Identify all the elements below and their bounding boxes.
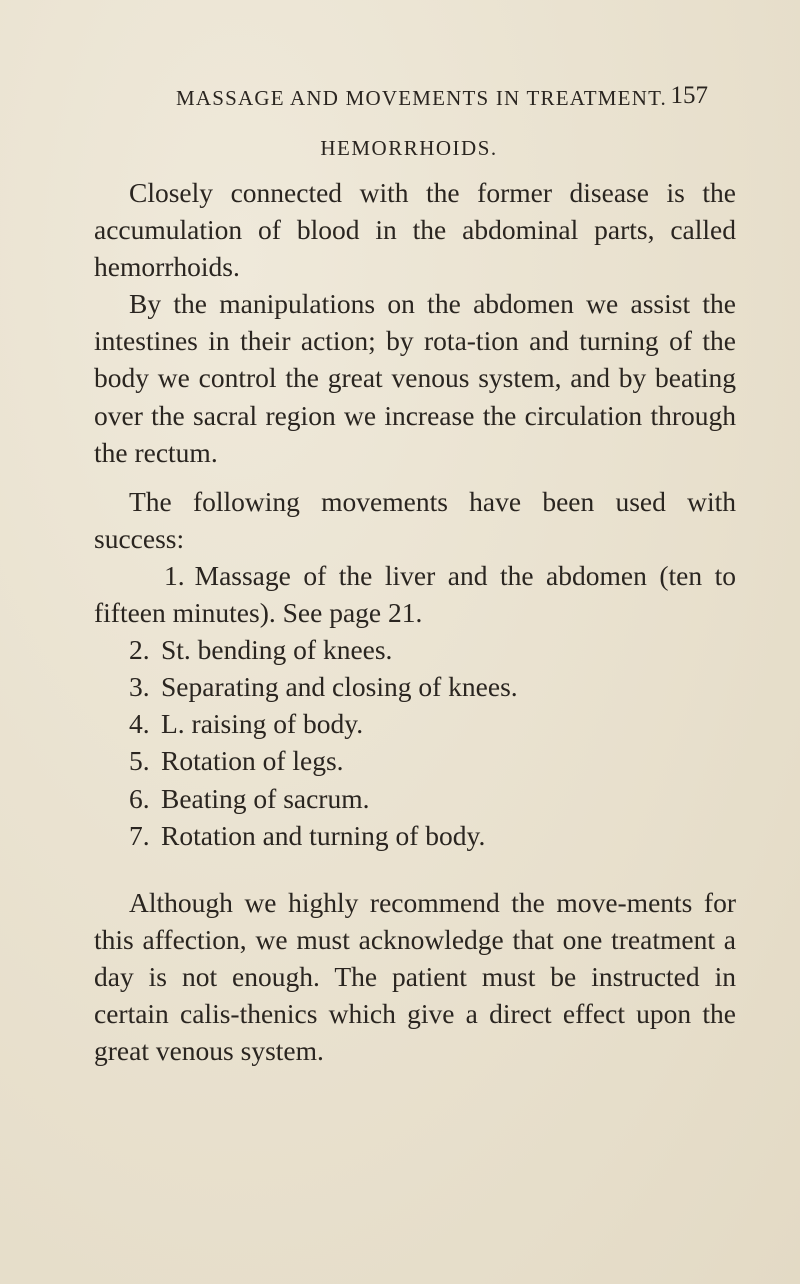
list-item-number: 4. [129, 708, 150, 740]
list-item-text: Separating and closing of knees. [161, 671, 518, 703]
list-item-number: 2. [129, 634, 150, 666]
list-item-number: 3. [129, 671, 150, 703]
list-item-text: Rotation of legs. [161, 745, 344, 777]
paragraph-manipulations: By the manipulations on the abdomen we assist the intestines in their action; by rota-tion and turning of the body we control the great venous system, and by beating over the sacral region we increase the circulation through the rectum. [94, 288, 736, 468]
list-item [94, 631, 736, 668]
list-item-number: 5. [129, 745, 150, 777]
list-item-number: 1. [164, 559, 185, 591]
paragraph-movements-lead: The following movements have been used with success: [94, 485, 736, 554]
list-item [94, 780, 736, 817]
running-head [176, 82, 716, 111]
list-item-text: Rotation and turning of body. [161, 819, 486, 851]
page-number: 157 [670, 82, 708, 109]
movements-list [94, 557, 736, 854]
list-item-number: 6. [129, 782, 150, 814]
list-item [94, 705, 736, 742]
body-text [94, 174, 736, 1069]
list-item [94, 668, 736, 705]
list-item-number: 7. [129, 819, 150, 851]
section-title: HEMORRHOIDS. [320, 136, 498, 160]
list-item-text: St. bending of knees. [161, 634, 393, 666]
paragraph-intro: Closely connected with the former disease is the accumulation of blood in the abdominal parts, called hemorrhoids. [94, 177, 736, 283]
list-item-text: Beating of sacrum. [161, 782, 370, 814]
list-item-text: Massage of the liver and the abdomen (ten to fifteen minutes). See page 21. [94, 559, 736, 629]
paragraph-closing: Although we highly recommend the move-ments for this affection, we must acknowledge that one treatment a day is not enough. The patient must be instructed in certain calis-thenics which give a direct effect upon the great venous system. [94, 886, 736, 1067]
list-item [94, 557, 736, 631]
list-item [94, 817, 736, 854]
list-item-text: L. raising of body. [161, 708, 364, 740]
running-title: MASSAGE AND MOVEMENTS IN TREATMENT. [176, 86, 667, 110]
list-item [94, 742, 736, 779]
